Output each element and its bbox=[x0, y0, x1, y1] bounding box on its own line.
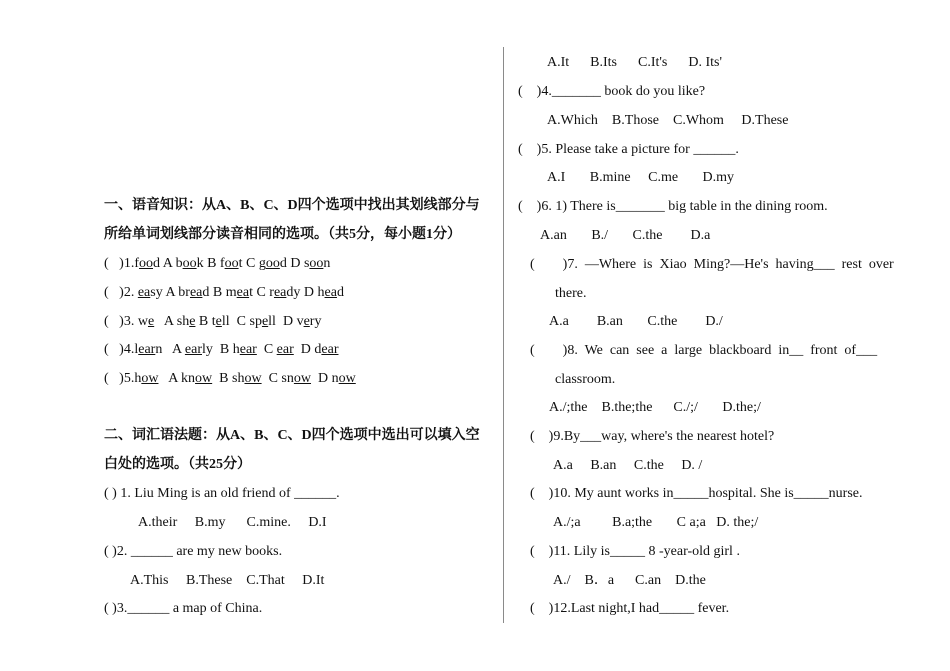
phonetics-part-b: B m bbox=[209, 285, 237, 300]
section1-heading-line1: 一、语音知识：从A、B、C、D四个选项中找出其划线部分与 bbox=[104, 198, 480, 213]
phonetics-part-d2: n bbox=[323, 256, 331, 271]
question-6-options: A.an B./ C.the D.a bbox=[540, 228, 711, 243]
phonetics-part-close: )5. bbox=[119, 371, 135, 386]
phonetics-part-c: C sp bbox=[229, 314, 262, 329]
question-5-options: A.I B.mine C.me D.my bbox=[547, 170, 735, 185]
phonetics-part-d: D v bbox=[275, 314, 304, 329]
phonetics-part-bu: e bbox=[215, 314, 222, 329]
section1-heading-line2: 所给单词划线部分读音相同的选项。（共5分，每小题1分） bbox=[104, 227, 461, 242]
phonetics-part-wu: ear bbox=[138, 342, 156, 357]
question-8-line2: classroom. bbox=[555, 372, 616, 387]
question-9-options: A.a B.an C.the D. / bbox=[553, 458, 703, 473]
phonetics-question-5 bbox=[104, 369, 356, 389]
phonetics-part-a2: d bbox=[202, 285, 210, 300]
question-3-options: A.It B.Its C.It's D. Its' bbox=[547, 55, 722, 70]
phonetics-part-a: A bbox=[162, 342, 185, 357]
question-10-options: A./;a B.a;the C a;a D. the;/ bbox=[553, 515, 759, 530]
question-2: ( )2. ______ are my new books. bbox=[104, 544, 283, 559]
phonetics-part-paren: ( bbox=[104, 285, 120, 300]
phonetics-part-b: B t bbox=[195, 314, 216, 329]
phonetics-part-d: D n bbox=[311, 371, 339, 386]
phonetics-part-b2: t bbox=[249, 285, 253, 300]
phonetics-part-wu: ow bbox=[141, 371, 159, 386]
phonetics-part-close: )4. bbox=[119, 342, 135, 357]
section2-heading-line1: 二、词汇语法题：从A、B、C、D四个选项中选出可以填入空 bbox=[104, 428, 480, 443]
phonetics-part-paren: ( bbox=[104, 371, 120, 386]
phonetics-part-cu: ow bbox=[293, 371, 312, 386]
phonetics-part-paren: ( bbox=[104, 314, 120, 329]
phonetics-part-au: ow bbox=[195, 371, 213, 386]
phonetics-part-du: e bbox=[303, 314, 310, 329]
question-2-options: A.This B.These C.That D.It bbox=[130, 573, 325, 588]
phonetics-part-d2: ry bbox=[309, 314, 322, 329]
phonetics-part-w2: n bbox=[155, 342, 163, 357]
question-1: ( ) 1. Liu Ming is an old friend of ______. bbox=[104, 486, 340, 501]
phonetics-part-c: C bbox=[256, 342, 277, 357]
phonetics-part-c: C r bbox=[252, 285, 274, 300]
question-7-options: A.a B.an C.the D./ bbox=[549, 314, 723, 329]
phonetics-part-a: A sh bbox=[154, 314, 190, 329]
phonetics-part-du: ea bbox=[324, 285, 337, 300]
phonetics-part-wu: oo bbox=[139, 256, 154, 271]
phonetics-part-c: C sn bbox=[261, 371, 294, 386]
phonetics-part-wu: e bbox=[147, 314, 155, 329]
phonetics-part-bu: oo bbox=[224, 256, 239, 271]
phonetics-question-4 bbox=[104, 340, 338, 360]
phonetics-part-paren: ( bbox=[104, 342, 120, 357]
question-5: ( )5. Please take a picture for ______. bbox=[518, 142, 739, 157]
question-12: ( )12.Last night,I had_____ fever. bbox=[530, 601, 730, 616]
phonetics-part-d: D s bbox=[286, 256, 310, 271]
phonetics-part-au: ea bbox=[189, 285, 203, 300]
phonetics-part-b: B sh bbox=[212, 371, 245, 386]
phonetics-part-b2: ll bbox=[221, 314, 230, 329]
phonetics-part-c: C g bbox=[242, 256, 266, 271]
phonetics-part-cu: ear bbox=[276, 342, 294, 357]
phonetics-part-close: )3. bbox=[119, 314, 135, 329]
phonetics-part-b2: t bbox=[238, 256, 243, 271]
phonetics-part-au: e bbox=[189, 314, 196, 329]
question-7-line2: there. bbox=[555, 286, 587, 301]
phonetics-part-wu: ea bbox=[137, 285, 151, 300]
question-1-options: A.their B.my C.mine. D.I bbox=[138, 515, 327, 530]
phonetics-part-a: A b bbox=[160, 256, 183, 271]
phonetics-part-w: w bbox=[134, 314, 148, 329]
question-11: ( )11. Lily is_____ 8 -year-old girl . bbox=[530, 544, 740, 559]
phonetics-part-paren: ( bbox=[104, 256, 120, 271]
phonetics-part-c2: ll bbox=[268, 314, 276, 329]
question-4-options: A.Which B.Those C.Whom D.These bbox=[547, 113, 789, 128]
phonetics-part-d: D d bbox=[293, 342, 322, 357]
phonetics-part-close: )2. bbox=[119, 285, 135, 300]
question-9: ( )9.By___way, where's the nearest hotel? bbox=[530, 429, 775, 444]
phonetics-part-au: oo bbox=[182, 256, 197, 271]
phonetics-question-1 bbox=[104, 254, 330, 274]
phonetics-part-w: h bbox=[134, 371, 142, 386]
section2-heading-line2: 白处的选项。（共25分） bbox=[104, 457, 251, 472]
phonetics-part-w: l bbox=[134, 342, 139, 357]
question-11-options: A./ B．a C.an D.the bbox=[553, 573, 706, 588]
question-6: ( )6. 1) There is_______ big table in the dining room. bbox=[518, 199, 828, 214]
phonetics-part-b: B h bbox=[212, 342, 240, 357]
phonetics-part-cu: oo bbox=[265, 256, 280, 271]
phonetics-part-du: ow bbox=[338, 371, 356, 386]
question-4: ( )4._______ book do you like? bbox=[518, 84, 706, 99]
question-8-line1: ( )8. We can see a large blackboard in__ front of___ bbox=[530, 343, 878, 358]
phonetics-part-b: B f bbox=[203, 256, 225, 271]
phonetics-part-w2: d bbox=[153, 256, 161, 271]
phonetics-question-3 bbox=[104, 312, 321, 332]
phonetics-part-cu: ea bbox=[273, 285, 287, 300]
phonetics-part-close: )1. bbox=[119, 256, 135, 271]
phonetics-part-a2: ly bbox=[202, 342, 213, 357]
phonetics-part-a2: k bbox=[196, 256, 204, 271]
phonetics-part-du: ear bbox=[321, 342, 339, 357]
question-7-line1: ( )7. —Where is Xiao Ming?—He's having___ rest over bbox=[530, 257, 894, 272]
phonetics-part-bu: ear bbox=[239, 342, 257, 357]
phonetics-part-a: A br bbox=[162, 285, 190, 300]
phonetics-part-cu: e bbox=[261, 314, 269, 329]
phonetics-part-du: oo bbox=[309, 256, 324, 271]
phonetics-question-2 bbox=[104, 283, 344, 303]
question-3: ( )3.______ a map of China. bbox=[104, 601, 263, 616]
phonetics-part-c2: d bbox=[279, 256, 287, 271]
phonetics-part-bu: ea bbox=[236, 285, 250, 300]
phonetics-part-w: f bbox=[134, 256, 140, 271]
phonetics-part-a: A kn bbox=[158, 371, 196, 386]
phonetics-part-w2: sy bbox=[150, 285, 163, 300]
phonetics-part-d: D h bbox=[300, 285, 325, 300]
phonetics-part-d2: d bbox=[336, 285, 344, 300]
column-divider bbox=[503, 47, 504, 623]
phonetics-part-au: ear bbox=[184, 342, 202, 357]
phonetics-part-bu: ow bbox=[244, 371, 262, 386]
question-10: ( )10. My aunt works in_____hospital. She is_____nurse. bbox=[530, 486, 863, 501]
phonetics-part-c2: dy bbox=[286, 285, 301, 300]
question-8-options: A./;the B.the;the C./;/ D.the;/ bbox=[549, 400, 761, 415]
